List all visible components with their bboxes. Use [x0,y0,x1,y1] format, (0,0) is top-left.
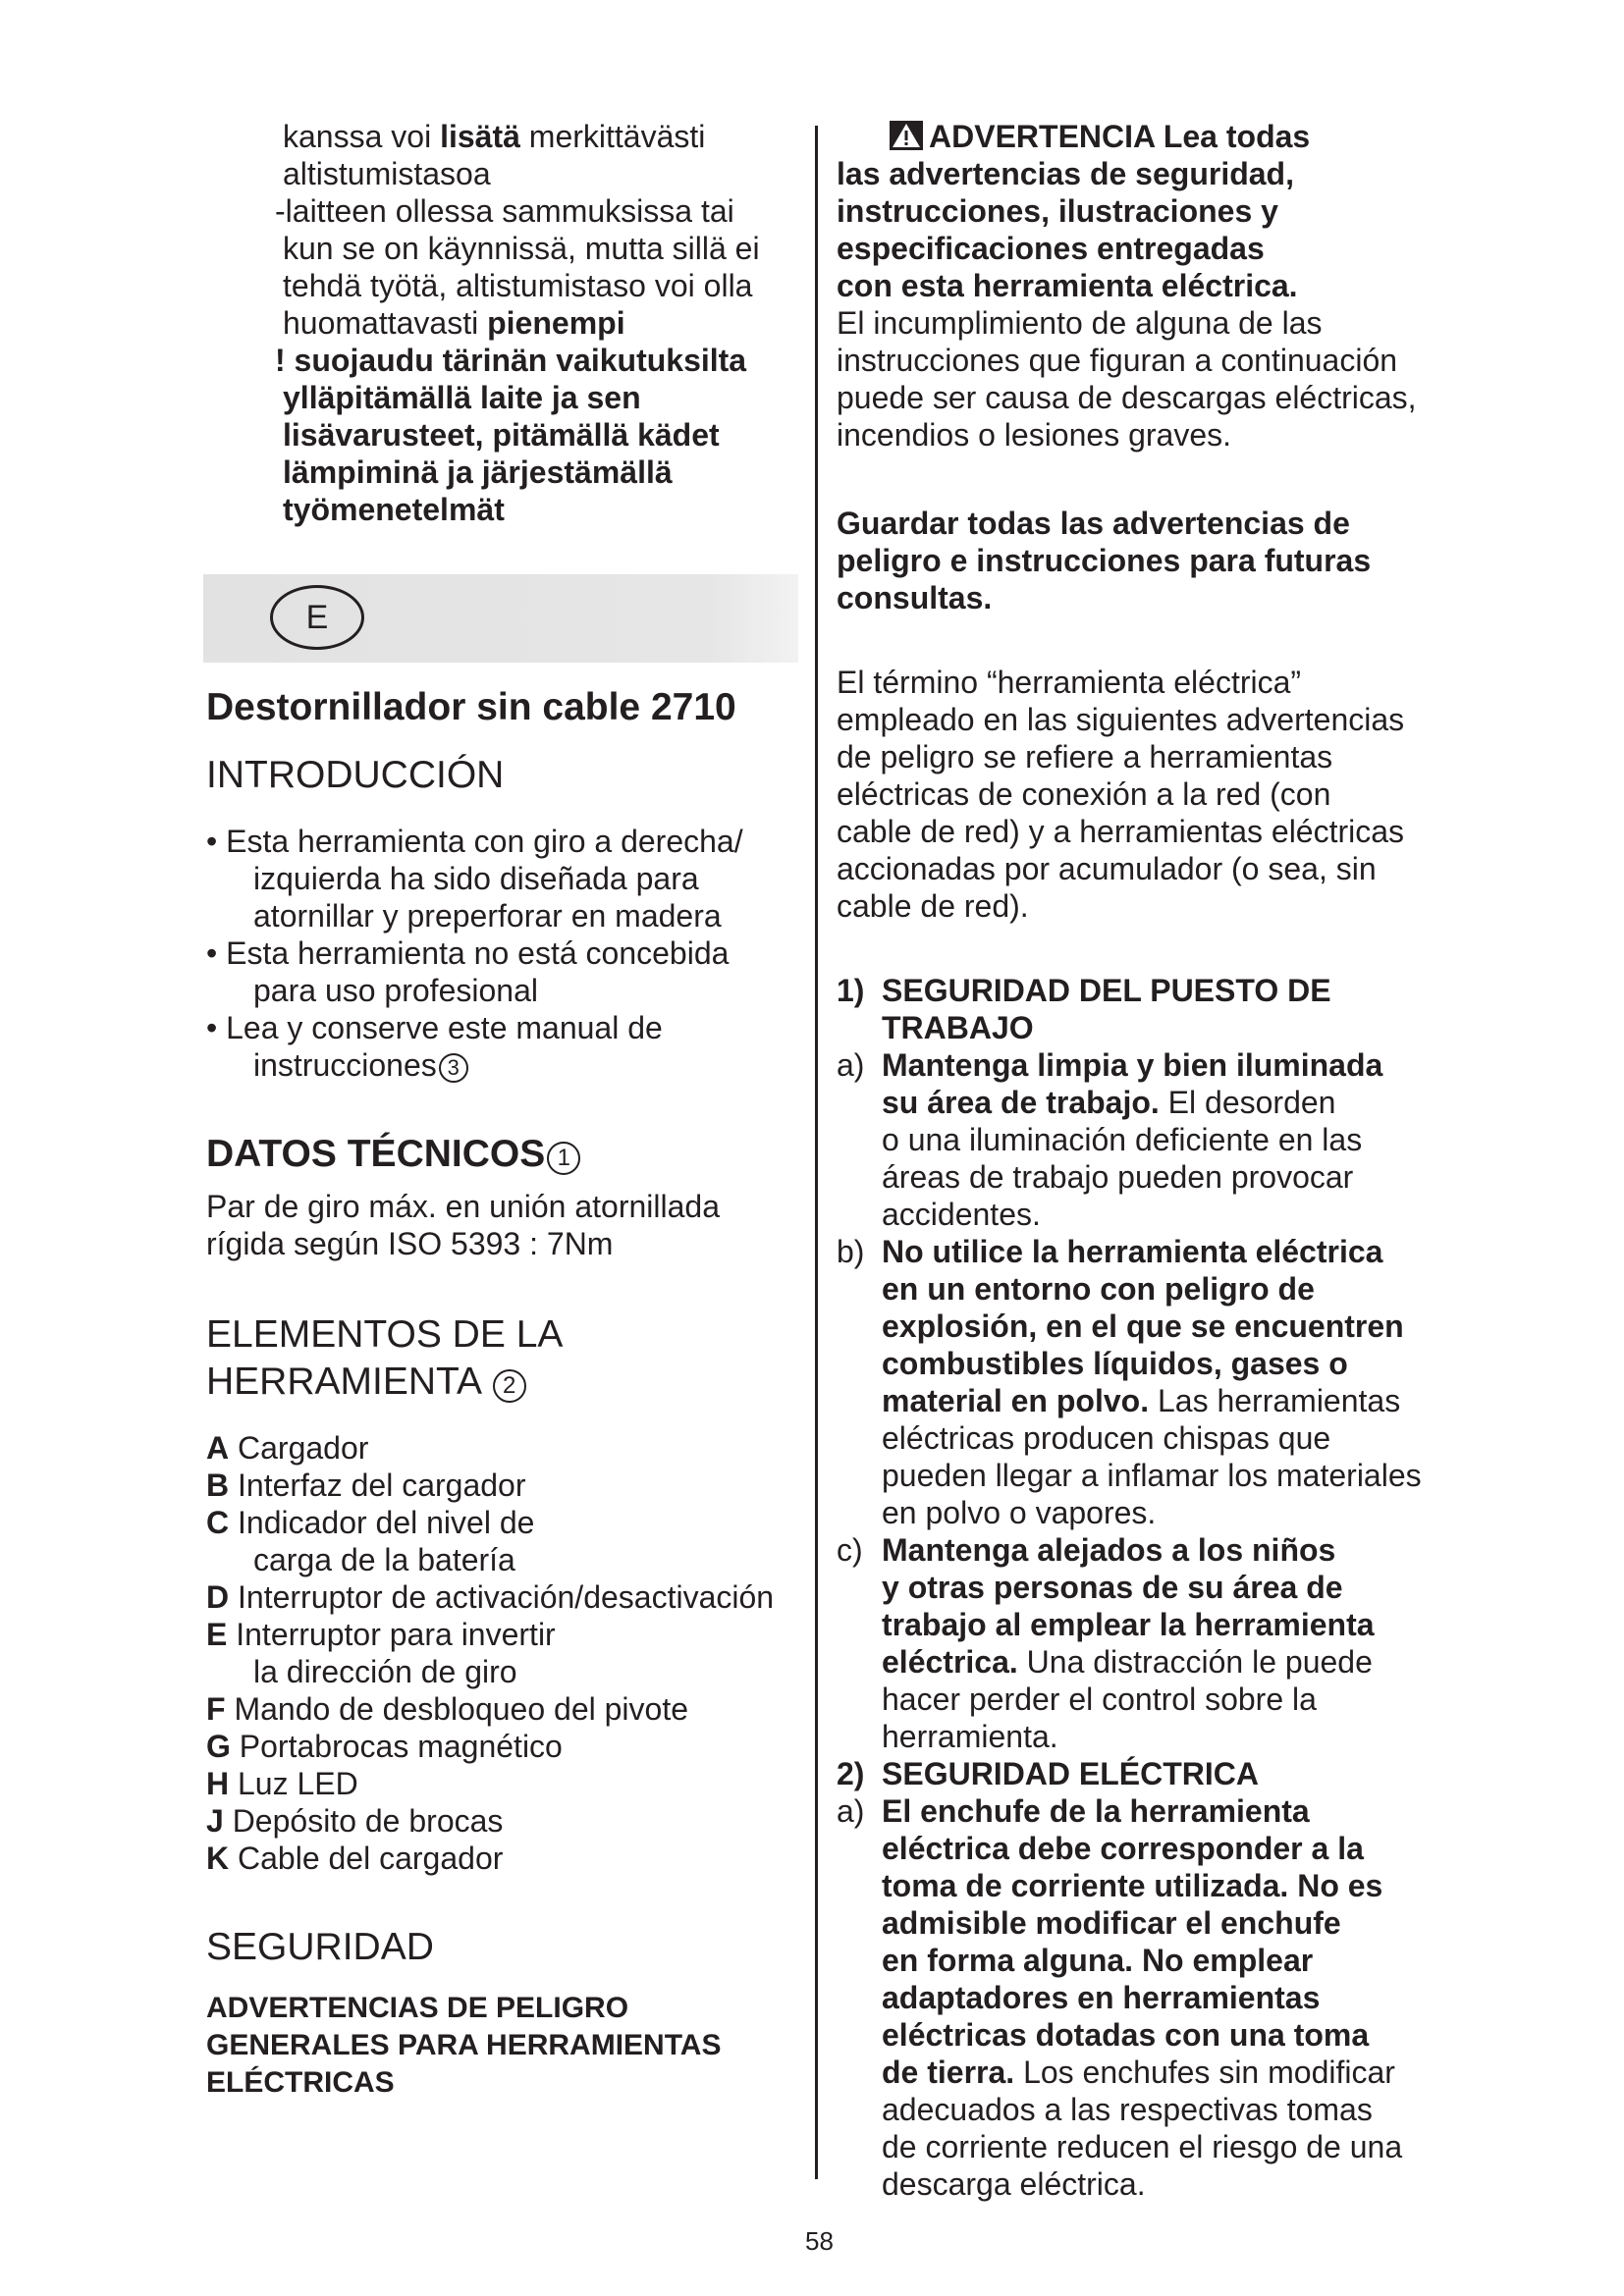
term-line-7: cable de red). [837,888,1029,924]
elements-heading-line-1: ELEMENTOS DE LA [206,1313,564,1356]
intro-bullet-3-line-2: instrucciones 3 [253,1046,468,1084]
s1-b-key: b) [837,1234,865,1269]
element-label: Cable del cargador [238,1841,504,1876]
fi-line-11: työmenetelmät [283,492,505,527]
s2-a-key: a) [837,1793,865,1829]
column-divider [815,126,818,2179]
s1-number: 1) [837,973,865,1008]
s2-number: 2) [837,1756,865,1791]
element-label: Interfaz del cargador [238,1468,526,1503]
s1-b-line-8: en polvo o vapores. [882,1495,1157,1530]
term-line-3: de peligro se refiere a herramientas [837,739,1333,774]
fi-line-10: lämpiminä ja järjestämällä [283,454,673,490]
s1-a-line-3: o una iluminación deficiente en las [882,1122,1363,1157]
element-key: K [206,1841,230,1876]
s1-c-line-6: herramienta. [882,1719,1058,1754]
fi-line-7: ! suojaudu tärinän vaikutuksilta [275,343,747,378]
s1-c-key: c) [837,1532,863,1568]
s1-a-line-4: áreas de trabajo pueden provocar [882,1159,1354,1195]
element-item [253,1541,515,1578]
element-item [206,1765,358,1802]
warning-line-2: las advertencias de seguridad, [837,156,1294,191]
element-label: Mando de desbloqueo del pivote [234,1691,689,1727]
element-item [206,1504,534,1541]
intro-heading: INTRODUCCIÓN [206,754,505,796]
element-item [253,1653,517,1690]
s1-b-line-3: explosión, en el que se encuentren [882,1308,1404,1344]
s1-c-line-5: hacer perder el control sobre la [882,1682,1317,1717]
figure-ref-3: 3 [439,1053,468,1083]
s1-heading-line-2: TRABAJO [882,1010,1034,1045]
element-item [206,1429,368,1467]
warning-line-8: puede ser causa de descargas eléctricas, [837,380,1417,415]
s1-b-line-2: en un entorno con peligro de [882,1271,1315,1307]
element-item [206,1616,556,1653]
element-key: J [206,1803,224,1839]
element-label: Cargador [238,1430,369,1466]
keep-line-3: consultas. [837,580,993,615]
fi-line-2: altistumistasoa [283,156,491,191]
safety-sub-line-1: ADVERTENCIAS DE PELIGRO [206,1992,629,2024]
s1-b-line-4: combustibles líquidos, gases o [882,1346,1348,1381]
element-label: Interruptor para invertir [236,1617,556,1652]
fi-line-9: lisävarusteet, pitämällä kädet [283,417,720,453]
s1-c-line-1: Mantenga alejados a los niños [882,1532,1336,1568]
keep-line-2: peligro e instrucciones para futuras [837,543,1372,578]
intro-bullet-1-line-3: atornillar y preperforar en madera [253,898,722,934]
s1-a-line-1: Mantenga limpia y bien iluminada [882,1047,1383,1083]
intro-bullet-1-line-2: izquierda ha sido diseñada para [253,861,699,896]
intro-bullet-1-line-1: • Esta herramienta con giro a derecha/ [206,824,743,859]
s2-a-line-2: eléctrica debe corresponder a la [882,1831,1364,1866]
element-item [206,1802,503,1840]
warning-line-5: con esta herramienta eléctrica. [837,268,1298,303]
fi-line-5: tehdä työtä, altistumistaso voi olla [283,268,753,303]
s1-a-line-5: accidentes. [882,1197,1041,1232]
element-label: Interruptor de activación/desactivación [238,1579,775,1615]
fi-line-8: ylläpitämällä laite ja sen [283,380,641,415]
element-key: F [206,1691,226,1727]
fi-line-4: kun se on käynnissä, mutta sillä ei [283,231,760,266]
warning-line-3: instrucciones, ilustraciones y [837,193,1278,229]
warning-line-9: incendios o lesiones graves. [837,417,1232,453]
s1-c-line-2: y otras personas de su área de [882,1570,1343,1605]
s1-c-line-3: trabajo al emplear la herramienta [882,1607,1375,1642]
warning-line-7: instrucciones que figuran a continuación [837,343,1398,378]
s2-a-line-4: admisible modificar el enchufe [882,1905,1341,1941]
warning-line-4: especificaciones entregadas [837,231,1265,266]
fi-line-3: -laitteen ollessa sammuksissa tai [275,193,734,229]
element-item [206,1840,503,1877]
intro-bullet-2-line-2: para uso profesional [253,973,538,1008]
elements-heading-line-2: HERRAMIENTA 2 [206,1359,526,1406]
s2-a-line-7: eléctricas dotadas con una toma [882,2017,1370,2053]
figure-ref-1: 1 [547,1142,580,1175]
s2-heading: SEGURIDAD ELÉCTRICA [882,1756,1260,1791]
warning-line-1: ADVERTENCIA Lea todas [890,118,1310,155]
s2-a-line-5: en forma alguna. No emplear [882,1943,1314,1978]
s2-a-line-9: adecuados a las respectivas tomas [882,2092,1373,2127]
figure-ref-2: 2 [493,1369,526,1403]
element-label: Depósito de brocas [232,1803,504,1839]
s2-a-line-3: toma de corriente utilizada. No es [882,1868,1383,1903]
element-key: C [206,1505,230,1540]
term-line-4: eléctricas de conexión a la red (con [837,776,1331,812]
element-label: Indicador del nivel de [238,1505,535,1540]
tech-line-2: rígida según ISO 5393 : 7Nm [206,1226,614,1261]
s1-b-line-1: No utilice la herramienta eléctrica [882,1234,1383,1269]
s2-a-line-8: de tierra. Los enchufes sin modificar [882,2055,1395,2090]
s1-b-line-5: material en polvo. Las herramientas [882,1383,1401,1418]
element-key: A [206,1430,230,1466]
warning-triangle-icon [890,121,923,150]
element-item [206,1690,688,1728]
s2-a-line-1: El enchufe de la herramienta [882,1793,1310,1829]
element-label: carga de la batería [253,1542,515,1577]
element-label: Luz LED [238,1766,358,1801]
element-key: G [206,1729,231,1764]
s1-a-line-2: su área de trabajo. El desorden [882,1085,1336,1120]
s1-c-line-4: eléctrica. Una distracción le puede [882,1644,1373,1680]
s1-heading-line-1: SEGURIDAD DEL PUESTO DE [882,973,1331,1008]
warning-line-6: El incumplimiento de alguna de las [837,305,1323,341]
s1-a-key: a) [837,1047,865,1083]
element-label: la dirección de giro [253,1654,517,1689]
term-line-2: empleado en las siguientes advertencias [837,702,1405,737]
s1-b-line-6: eléctricas producen chispas que [882,1420,1331,1456]
s1-b-line-7: pueden llegar a inflamar los materiales [882,1458,1422,1493]
page-number: 58 [805,2226,834,2256]
element-key: E [206,1617,228,1652]
element-key: B [206,1468,230,1503]
s2-a-line-10: de corriente reducen el riesgo de una [882,2129,1403,2164]
element-label: Portabrocas magnético [239,1729,563,1764]
safety-heading: SEGURIDAD [206,1926,434,1968]
s2-a-line-11: descarga eléctrica. [882,2166,1146,2202]
tech-line-1: Par de giro máx. en unión atornillada [206,1189,720,1224]
term-line-1: El término “herramienta eléctrica” [837,665,1302,700]
element-item [206,1467,526,1504]
safety-sub-line-2: GENERALES PARA HERRAMIENTAS [206,2029,722,2061]
element-key: H [206,1766,230,1801]
fi-line-1: kanssa voi lisätä merkittävästi [283,119,706,154]
intro-bullet-3-line-1: • Lea y conserve este manual de [206,1010,663,1045]
intro-bullet-2-line-1: • Esta herramienta no está concebida [206,935,730,971]
keep-line-1: Guardar todas las advertencias de [837,506,1350,541]
product-title: Destornillador sin cable 2710 [206,686,736,728]
fi-line-6: huomattavasti pienempi [283,305,625,341]
language-badge: E [270,585,364,650]
safety-sub-line-3: ELÉCTRICAS [206,2066,395,2099]
element-item [206,1578,774,1616]
term-line-5: cable de red) y a herramientas eléctricas [837,814,1405,849]
tech-heading: DATOS TÉCNICOS 1 [206,1131,580,1178]
term-line-6: accionadas por acumulador (o sea, sin [837,851,1377,886]
element-key: D [206,1579,230,1615]
element-item [206,1728,563,1765]
s2-a-line-6: adaptadores en herramientas [882,1980,1321,2015]
